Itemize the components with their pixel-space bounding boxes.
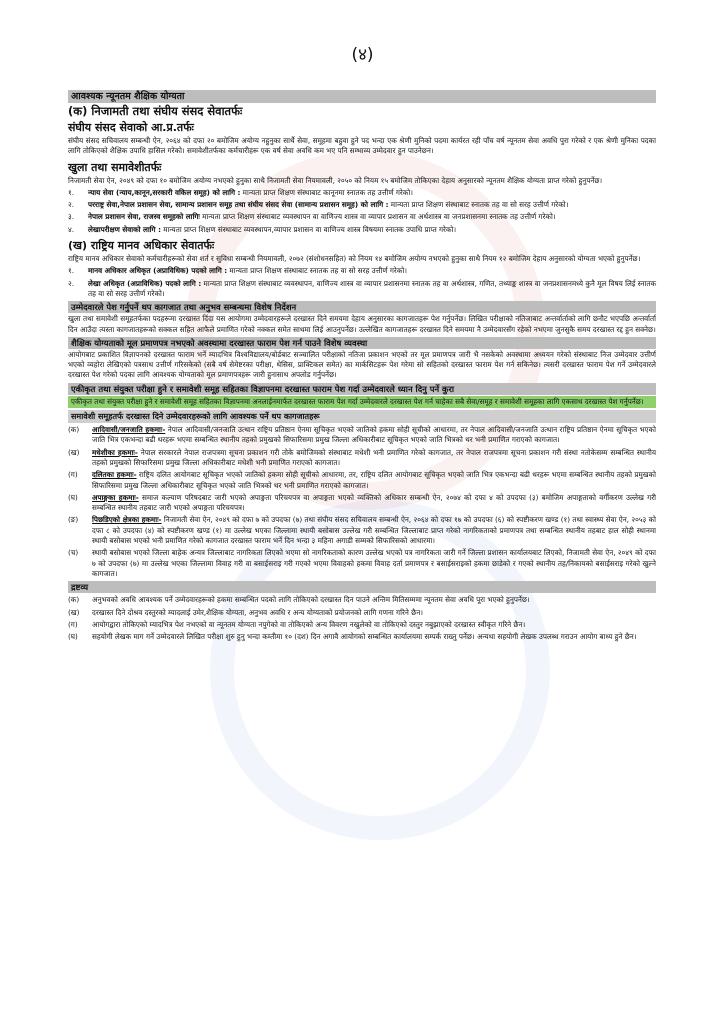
paragraph-open-inclusive: निजामती सेवा ऐन, २०४९ को दफा १० बमोजिम अयोग्य नभएको हुनुका साथै निजामती सेवा नियमावली, २०५० को नियम १५ बमोजिम तोकिएका देहाय अनुसारको न्यूनतम शैक्षिक योग्यता प्राप्त गरेको हुनुपर्नेछ।	[68, 175, 603, 185]
list-item: (ङ) पिछडिएको क्षेत्रका हकमाः- निजामती सेवा ऐन, २०४९ को दफा ७ को उपदफा (७) तथा संघीय संसद सचिवालय सम्बन्धी ऐन, २०६४ को दफा १७ को उपदफा (६) को स्पष्टीकरण खण्ड (१) तथा स्वास्थ्य सेवा ऐन, २०५३ को दफा ८ को उपदफा (४) को स्पष्टीकरण खण्ड (१) मा उल्लेख भएका जिल्लामा स्थायी बसोबास उल्लेख गरी सम्बन्धित जिल्लाबाट प्राप्त गरेको नागरिकताको प्रमाणपत्र तथा सम्बन्धित स्थानीय तहबाट हाल सोही स्थानमा स्थायी बसोबास भएको भनी प्रमाणित गरेको कागजात दरखास्त फाराम भर्ने दिन भन्दा ३ महिना अगाडी सम्मको सिफारिसको आधारमा।	[68, 515, 656, 546]
section-band-integrated-exam: एकीकृत तथा संयुक्त परीक्षा हुने र समावेशी समूह सहितका विज्ञापनमा दरखास्त फाराम पेश गर्दा उम्मेदवारले ध्यान दिनु पर्ने कुरा	[68, 383, 656, 395]
main-content	[68, 88, 656, 644]
list-item: (घ) अपाङ्गका हकमाः- समाज कल्याण परिषदबाट जारी भएको अपाङ्गता परिचयपत्र वा अपाङ्गता भएको व्यक्तिको अधिकार सम्बन्धी ऐन, २०७४ को दफा ४ को उपदफा (३) बमोजिम अपाङ्गताको वर्गीकरण उल्लेख गरी सम्बन्धित स्थानीय तहबाट जारी भएको अपाङ्गता परिचयपत्र।	[68, 492, 656, 513]
heading-open-inclusive: खुला तथा समावेशीतर्फः	[68, 160, 162, 174]
list-item: ३. नेपाल प्रशासन सेवा, राजस्व समूहको लागिः मान्यता प्राप्त शिक्षण संस्थाबाट व्यवस्थापन वा वाणिज्य शास्त्र वा व्यापार प्रशासन वा अर्थशास्त्र वा जनप्रशासनमा स्नातक तह उत्तीर्ण गरेको।	[68, 212, 556, 222]
paragraph-certificate: आयोगबाट प्रकाशित विज्ञापनको दरखास्त फाराम भर्ने म्यादभित्र विश्वविद्यालय/बोर्डबाट सञ्चालित परीक्षाको नतिजा प्रकाशन भएको तर मूल प्रमाणपत्र जारी भै नसकेको अवस्थामा अध्ययन गरेको संस्थाबाट निज उम्मेदवार उत्तीर्ण भएको व्यहोरा लेखिएको पत्रसाथ उत्तीर्ण गरिसकेको (सबै वर्ष सेमेष्टरका परीक्षा, थेसिस, प्राक्टिकल समेत) का मार्कसिटहरू पेश गरेमा सो सहितको दरखास्त फाराम पेश गर्न सकिनेछ। त्यसरी दरखास्त फाराम पेश गर्ने उम्मेदवारले दरखास्त पेश गरेको पदका लागि आवश्यक योग्यताको मूल प्रमाणपत्रहरू जारी हुनासाथ अपलोड गर्नुपर्नेछ।	[68, 349, 656, 380]
list-item: (ख) मधेशीका हकमाः- नेपाल सरकारले नेपाल राजपत्रमा सूचना प्रकाशन गरी तोके बमोजिमको संस्थाबाट मधेशी भनी प्रमाणित गरेको कागजात, तर नेपाल राजपत्रमा सूचना प्रकाशन गरी संस्था नतोकेसम्म सम्बन्धित स्थानीय तहको प्रमुखको सिफारिसमा प्रमुख जिल्ला अधिकारीबाट मधेशी भनी प्रमाणित गराएको कागजात।	[68, 447, 656, 467]
section-band-education: आवश्यक न्यूनतम शैक्षिक योग्यता	[68, 90, 656, 103]
list-service-qualifications	[68, 188, 656, 235]
list-item: (ग) दलितका हकमाः- राष्ट्रिय दलित आयोगबाट सूचिकृत भएको जातिको हकमा सोही सूचीको आधारमा, तर, राष्ट्रिय दलित आयोगबाट सूचिकृत भएको जाति भित्र एकभन्दा बढी थरहरू भएमा सम्बन्धित स्थानीय तहको प्रमुखको सिफारिसमा प्रमुख जिल्ला अधिकारीबाट सूचिकृत भएको जाति भित्रको थर भनी प्रमाणित गराएको कागजात।	[68, 470, 657, 490]
list-item: २. लेखा अधिकृत (अप्राविधिक) पदको लागि : मान्यता प्राप्त शिक्षण संस्थाबाट व्यवस्थापन, वाणिज्य शास्त्र वा व्यापार प्रशासनमा स्नातक तह वा अर्थशास्त्र, गणित, तथ्याङ्क शास्त्र वा जनप्रशासनमध्ये कुनै मूल विषय लिई स्नातक तह वा सो सरह उत्तीर्ण गरेको।	[68, 278, 656, 298]
section-band-certificate: शैक्षिक योग्यताको मूल प्रमाणपत्र नभएको अवस्थामा दरखास्त फाराम पेश गर्न पाउने विशेष व्यवस्था	[68, 337, 656, 349]
section-band-documents: उम्मेदवारले पेश गर्नुपर्ने थप कागजात तथा अनुभव सम्बन्धमा विशेष निर्देशन	[68, 301, 656, 313]
paragraph-human-rights: राष्ट्रिय मानव अधिकार सेवाको कर्मचारीहरूको सेवा शर्त र सुविधा सम्बन्धी नियमावली, २०७२ (संशोधनसहित) को नियम १४ बमोजिम अयोग्य नभएको हुनुका साथै नियम १२ बमोजिम देहाय अनुसारको योग्यता भएको हुनुपर्नेछ।	[68, 254, 641, 264]
list-notes	[68, 595, 656, 642]
list-item: (ख) दरखास्त दिने दोश्रव दस्तुरको म्यादलाई उमेर,शैक्षिक योग्यता, अनुभव अवधि र अन्य योग्यताको प्रयोजनको लागि गणना गरिने छैन।	[68, 607, 423, 617]
list-item: (च) स्थायी बसोबास भएको जिल्ला बाहेक अन्यत्र जिल्लाबाट नागरिकता लिएको भएमा सो नागरिकताको कारण उल्लेख भएको पत्र नागरिकता जारी गर्ने जिल्ला प्रशासन कार्यालयबाट लिएको, निजामती सेवा ऐन, २०४९ को दफा ७ को उपदफा (७) मा उल्लेख भएका जिल्लामा विवाह गरी वा बसाईसराइ गरी गएको भएमा विवाहको हकमा विवाह दर्ता प्रमाणपत्र र बसाईसराइको हकमा छाडेको र गएको स्थानीय तह/निकायको बसाईसराइ गरेको खुल्ने कागजात।	[68, 548, 656, 578]
list-item: १. मानव अधिकार अधिकृत (अप्राविधिक) पदको लागि : मान्यता प्राप्त शिक्षण संस्थाबाट स्नातक तह वा सो सरह उत्तीर्ण गरेको।	[68, 266, 407, 276]
heading-civil-service: (क) निजामती तथा संघीय संसद सेवातर्फः	[68, 104, 243, 118]
list-item: ४. लेखापरीक्षण सेवाको लागि : मान्यता प्राप्त शिक्षण संस्थाबाट व्यवस्थापन,व्यापार प्रशासन वा वाणिज्य शास्त्र विषयमा स्नातक उपाधि प्राप्त गरेको।	[68, 224, 457, 234]
list-human-rights-posts	[68, 266, 656, 299]
paragraph-parliament: संघीय संसद सचिवालय सम्बन्धी ऐन, २०६४ को दफा २० बमोजिम अयोग्य नहुनुका सार्थै सेवा, समूहमा बहुवा हुने पद भन्दा एक श्रेणी मुनिको पदमा कार्यरत रही पाँच वर्ष न्यूनतम सेवा अवधि पुरा गरेको र एक श्रेणी मुनिका पदका लागि तोकिएको शैक्षिक उपाधि हासिल गरेको। समावेशीतर्फका कर्मचारीहरू एक वर्ष सेवा अवधि कम भए पनि सम्भाव्य उम्मेदवार हुन पाउनेछन।	[68, 136, 656, 156]
section-band-notes: द्रष्टव्य	[68, 581, 656, 593]
list-item: (क) आदिवासी/जनजाति हकमाः- नेपाल आदिवासी/जनजाति उत्थान राष्ट्रिय प्रतिष्ठान ऐनमा सूचिकृत भएको जातिको हकमा सोही सूचीको आधारमा, तर नेपाल आदिवासी/जनजाति उत्थान राष्ट्रिय प्रतिष्ठान ऐनमा सूचिकृत भएको जाति भित्र एकभन्दा बढी थरहरू भएमा सम्बन्धित स्थानीय तहको प्रमुखको सिफारिसमा प्रमुख जिल्ला अधिकारीबाट सूचिकृत भएको जाति भित्रको थर भनी प्रमाणित गराएको कागजात।	[68, 425, 656, 445]
list-item: (घ) सहयोगी लेखक माग गर्ने उम्मेदवारले लिखित परीक्षा शुरु हुनु भन्दा कम्तीमा १० (दश) दिन अगावै आयोगको सम्बन्धित कार्यालयमा सम्पर्क राख्नु पर्नेछ। अन्यथा सहयोगी लेखक उपलब्ध गराउन आयोग बाध्य हुने छैन।	[68, 632, 637, 642]
heading-human-rights: (ख) राष्ट्रिय मानव अधिकार सेवातर्फः	[68, 239, 215, 253]
page-number: (४)	[351, 45, 374, 65]
list-item: २. परराष्ट्र सेवा,नेपाल प्रशासन सेवा, सामान्य प्रशासन समूह तथा संघीय संसद सेवा (सामान्य प्रशासन समूह) को लागि : मान्यता प्राप्त शिक्षण संस्थाबाट स्नातक तह वा सो सरह उत्तीर्ण गरेको।	[68, 200, 569, 210]
list-item: (ग) आयोगद्वारा तोकिएको म्यादभित्र पेश नभएको वा न्यूनतम योग्यता नपुगेको वा तोकिएको अन्य विवरण नखुलेको वा तोकिएको दस्तुर नबुझाएको दरखास्त स्वीकृत गरिने छैन।	[68, 619, 526, 629]
list-inclusive-docs	[68, 425, 656, 579]
section-band-inclusive-docs: समावेशी समूहतर्फ दरखास्त दिने उम्मेदवारहरूको लागि आवश्यक पर्ने थप कागजातहरू	[68, 410, 656, 423]
subheading-federal-parliament: संघीय संसद सेवाको आ.प्र.तर्फः	[68, 121, 194, 134]
paragraph-documents: खुला तथा समावेशी समूहतर्फका पदहरूमा दरखास्त दिंदा यस आयोगमा उम्मेदवारहरूले दरखास्त दिने समयमा देहाय अनुसारका कागजातहरू पेश गर्नुपर्नेछ। लिखित परीक्षाको नतिजाबाट अन्तर्वार्ताको लागि छनौट भएपछि अन्तर्वार्ता दिन आउँदा त्यस्ता कागजातहरूको सक्कल सहित आफैले प्रमाणित गरेको नक्कल समेत साथमा लिई आउनुपर्नेछ। उल्लेखित कागजातहरू दरखास्त दिने समयमा नै उम्मेदवारसँग रहेको नभएमा जुनसुकै समय दरखास्त रद्द हुन सक्नेछ।	[68, 314, 656, 334]
list-item: (क) अनुभवको अवधि आवश्यक पर्ने उम्मेदवारहरूको हकमा सम्बन्धित पदको लागि तोकिएको दरखास्त दिन पाउने अन्तिम मितिसम्ममा न्यूनतम सेवा अवधि पूरा भएको हुनुपर्नेछ।	[68, 595, 530, 605]
list-item: १. न्याय सेवा (न्याय,कानून,सरकारी वकिल समूह) को लागि : मान्यता प्राप्त शिक्षण संस्थाबाट कानूनमा स्नातक तह उत्तीर्ण गरेको।	[68, 187, 413, 197]
highlight-integrated-exam: एकीकृत तथा संयुक्त परीक्षा हुने र समावेशी समूह सहितका विज्ञापनमा अनलाईनमार्फत दरखास्त फाराम पेश गर्दा उम्मेदवारले दरखास्त पेश गर्न चाहेका सबै सेवा/समूह र समावेशी समूहका लागि एकसाथ दरखास्त पेश गर्नुपर्नेछ।	[68, 396, 656, 408]
